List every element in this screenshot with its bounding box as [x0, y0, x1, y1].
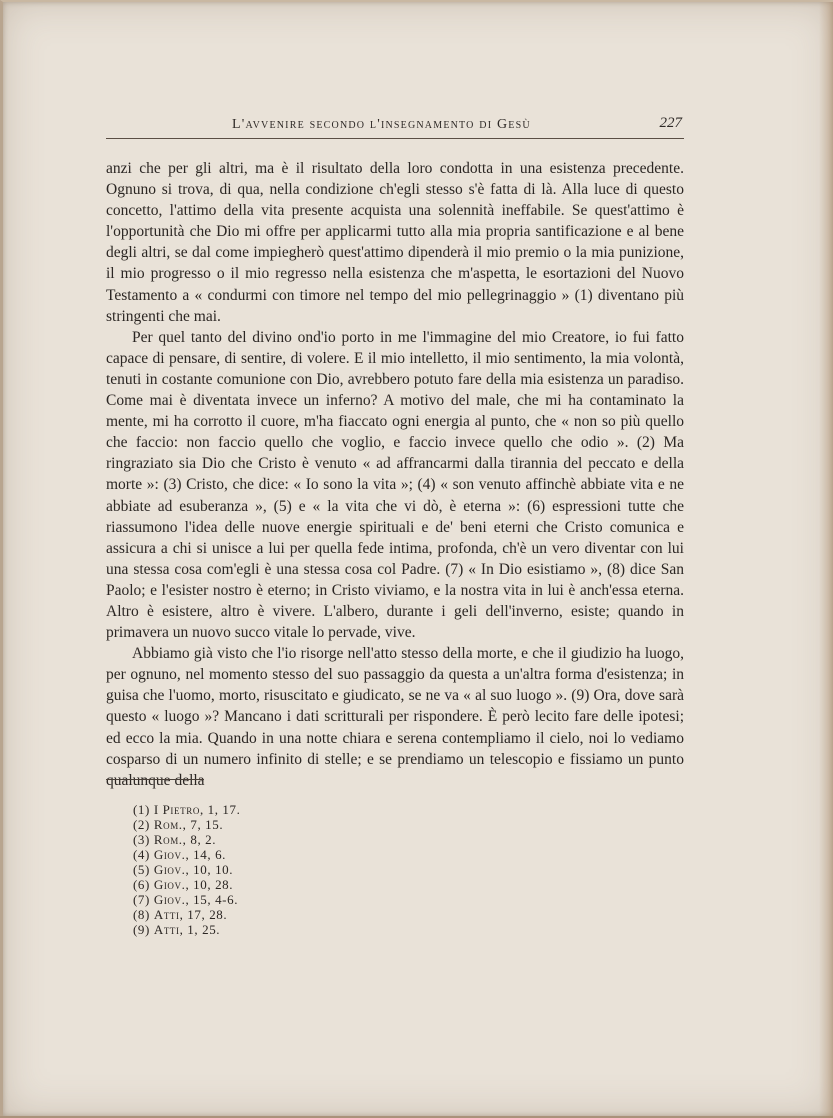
running-title: L'avvenire secondo l'insegnamento di Gesù [232, 117, 531, 132]
footnote: (3) Rom., 8, 2. [133, 832, 217, 847]
page-number: 227 [659, 115, 682, 131]
footnote: (2) Rom., 7, 15. [133, 817, 224, 832]
running-head [106, 114, 684, 139]
footnote: (8) Atti, 17, 28. [133, 907, 228, 922]
footnote: (5) Giov., 10, 10. [133, 862, 234, 877]
footnote: (7) Giov., 15, 4-6. [133, 892, 239, 907]
footnote: (1) I Pietro, 1, 17. [133, 802, 241, 817]
footnote: (9) Atti, 1, 25. [133, 922, 221, 937]
page-edge-stain [819, 2, 833, 1118]
footnote: (6) Giov., 10, 28. [133, 877, 234, 892]
footnote-divider [106, 779, 204, 780]
footnotes [133, 802, 241, 937]
paragraph: anzi che per gli altri, ma è il risultato della loro condotta in una esistenza precedente. Ognuno si trova, di qua, nella condizione ch'egli stesso s'è fatta di là. Alla luce di questo concetto, l'attimo della vita presente acquista una solennità ineffabile. Se quest'attimo è l'opportunità che Dio mi offre per applicarmi tutto alla mia propria santificazione e al bene degli altri, se dal come impiegherò quest'attimo dipenderà il mio premio o la mia punizione, il mio progresso o il mio regresso nella esistenza che m'aspetta, le esortazioni del Nuovo Testamento a « condurmi con timore nel tempo del mio pellegrinaggio » (1) diventano più stringenti che mai. [106, 160, 684, 325]
paragraph: Per quel tanto del divino ond'io porto in me l'immagine del mio Creatore, io fui fatto capace di pensare, di sentire, di volere. E il mio intelletto, il mio sentimento, la mia volontà, tenuti in costante comunione con Dio, avrebbero potuto fare della mia esistenza un paradiso. Come mai è diventata invece un inferno? A motivo del male, che mi ha contaminato la mente, mi ha corrotto il cuore, m'ha fiaccato ogni energia al punto, che « non so più quello che faccio: non faccio quello che voglio, e faccio invece quello che odio ». (2) Ma ringraziato sia Dio che Cristo è venuto « ad affrancarmi dalla tirannia del peccato e della morte »: (3) Cristo, che dice: « Io sono la vita »; (4) « son venuto affinchè abbiate vita e ne abbiate ad esuberanza », (5) e « la vita che vi dò, è eterna »: (6) espressioni tutte che riassumono l'idea delle nuove energie spirituali e de' beni eterni che Cristo comunica e assicura a chi si unisce a lui per quella fede intima, profonda, ch'è un vero diventar con lui una stessa cosa com'egli è una stessa cosa col Padre. (7) « In Dio esistiamo », (8) dice San Paolo; e l'esister nostro è eterno; in Cristo viviamo, e la nostra vita in lui è anch'essa eterna. Altro è esistere, altro è vivere. L'albero, durante i geli dell'inverno, esiste; quando in primavera un nuovo succo vitale lo pervade, vive. [106, 328, 684, 642]
footnote: (4) Giov., 14, 6. [133, 847, 227, 862]
body-text [106, 158, 684, 791]
paragraph: Abbiamo già visto che l'io risorge nell'atto stesso della morte, e che il giudizio ha luogo, per ognuno, nel momento stesso del suo passaggio da questa a un'altra forma d'esistenza; in guisa che l'uomo, morto, risuscitato e giudicato, se ne va « al suo luogo ». (9) Ora, dove sarà questo « luogo »? Mancano i dati scritturali per rispondere. È però lecito fare delle ipotesi; ed ecco la mia. Quando in una notte chiara e serena contempliamo il cielo, noi lo vediamo cosparso di un numero infinito di stelle; e se prendiamo un telescopio e fissiamo un punto qualunque della [106, 645, 684, 789]
